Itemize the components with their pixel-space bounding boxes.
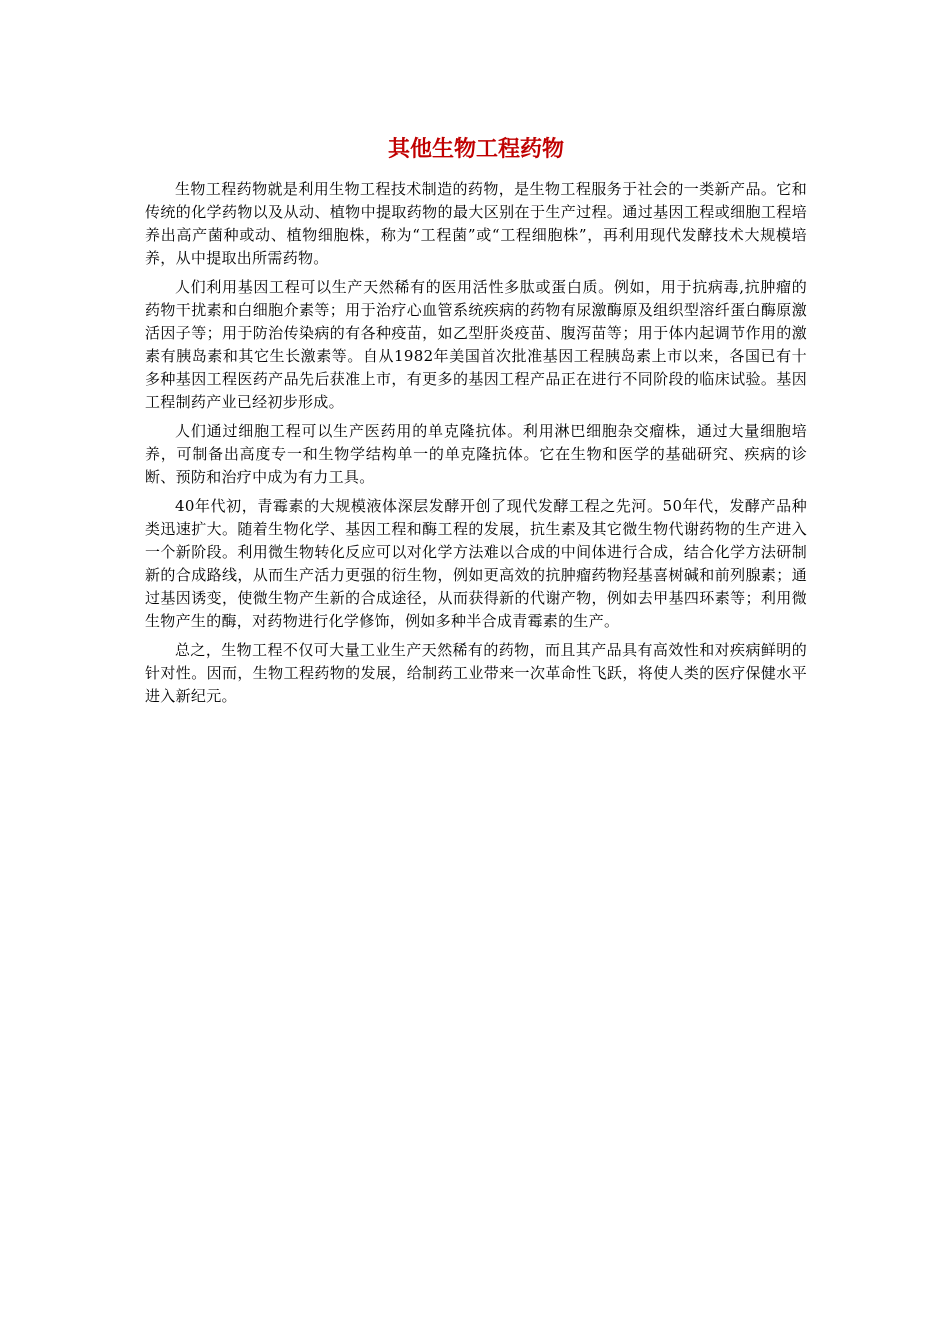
paragraph-fermentation: 40年代初，青霉素的大规模液体深层发酵开创了现代发酵工程之先河。50年代，发酵产品种类迅速扩大。随着生物化学、基因工程和酶工程的发展，抗生素及其它微生物代谢药物的生产进入一个新阶段。利用微生物转化反应可以对化学方法难以合成的中间体进行合成，结合化学方法研制新的合成路线，从而生产活力更强的衍生物，例如更高效的抗肿瘤药物羟基喜树碱和前列腺素；通过基因诱变，使微生物产生新的合成途径，从而获得新的代谢产物，例如去甲基四环素等；利用微生物产生的酶，对药物进行化学修饰，例如多种半合成青霉素的生产。 bbox=[145, 497, 807, 630]
paragraph-intro: 生物工程药物就是利用生物工程技术制造的药物，是生物工程服务于社会的一类新产品。它和传统的化学药物以及从动、植物中提取药物的最大区别在于生产过程。通过基因工程或细胞工程培养出高产菌种或动、植物细胞株，称为“工程菌”或“工程细胞株”，再利用现代发酵技术大规模培养，从中提取出所需药物。 bbox=[145, 180, 807, 267]
paragraph-cell-engineering: 人们通过细胞工程可以生产医药用的单克隆抗体。利用淋巴细胞杂交瘤株，通过大量细胞培养，可制备出高度专一和生物学结构单一的单克隆抗体。它在生物和医学的基础研究、疾病的诊断、预防和治疗中成为有力工具。 bbox=[145, 422, 807, 486]
document-title: 其他生物工程药物 bbox=[387, 137, 564, 162]
paragraph-genetic-engineering: 人们利用基因工程可以生产天然稀有的医用活性多肽或蛋白质。例如，用于抗病毒,抗肿瘤的药物干扰素和白细胞介素等；用于治疗心血管系统疾病的药物有尿激酶原及组织型溶纤蛋白酶原激活因子等；用于防治传染病的有各种疫苗，如乙型肝炎疫苗、腹泻苗等；用于体内起调节作用的激素有胰岛素和其它生长激素等。自从1982年美国首次批准基因工程胰岛素上市以来，各国已有十多种基因工程医药产品先后获准上市，有更多的基因工程产品正在进行不同阶段的临床试验。基因工程制药产业已经初步形成。 bbox=[145, 278, 807, 411]
paragraph-conclusion: 总之，生物工程不仅可大量工业生产天然稀有的药物，而且其产品具有高效性和对疾病鲜明的针对性。因而，生物工程药物的发展，给制药工业带来一次革命性飞跃，将使人类的医疗保健水平进入新纪元。 bbox=[145, 641, 807, 705]
document-page bbox=[145, 128, 807, 714]
